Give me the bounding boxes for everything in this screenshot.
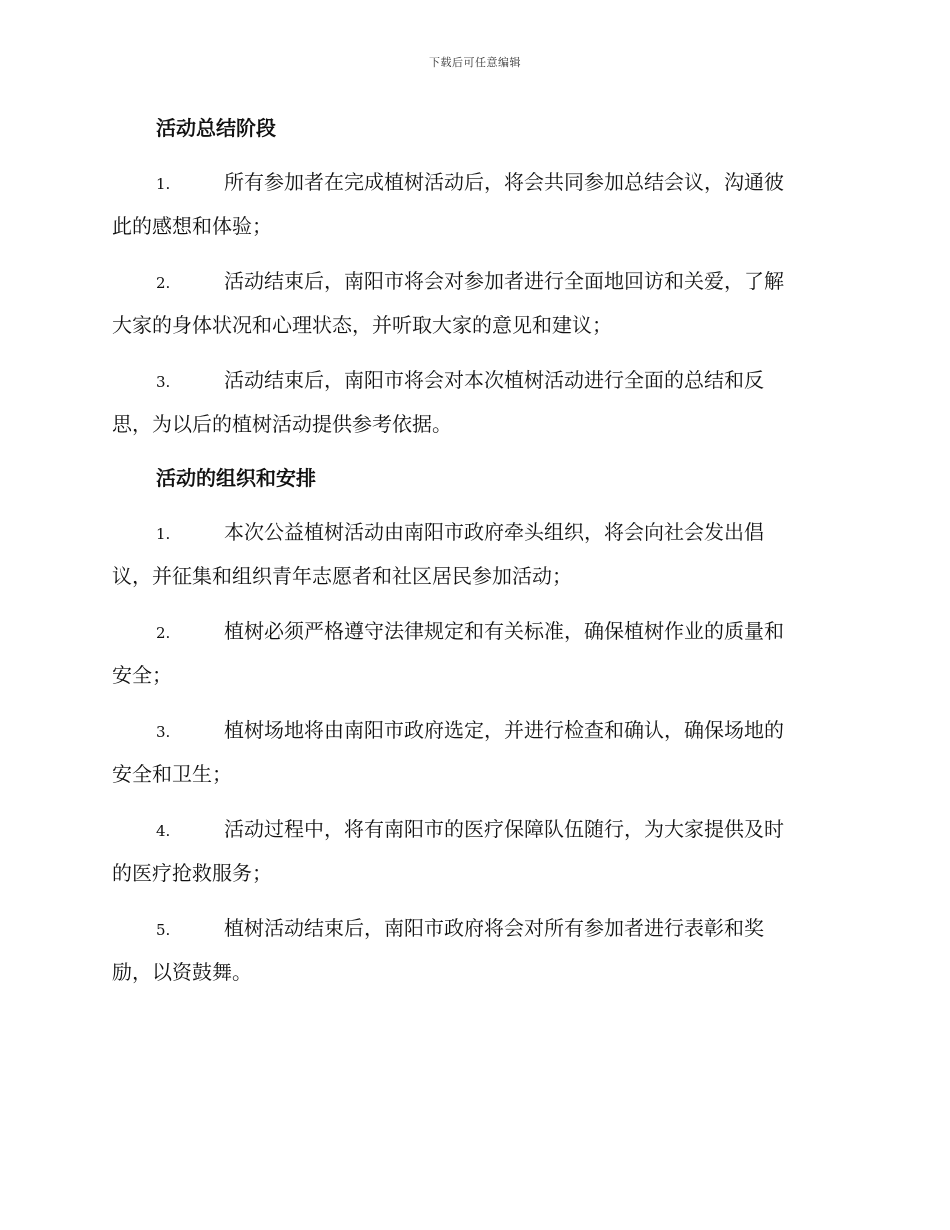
item-text: 植树活动结束后，南阳市政府将会对所有参加者进行表彰和奖 <box>224 916 764 940</box>
section-title-summary: 活动总结阶段 <box>156 116 276 140</box>
item-number: 5. <box>156 921 171 939</box>
list-item <box>112 511 834 597</box>
item-number: 3. <box>156 373 171 391</box>
list-item <box>112 907 834 993</box>
page-header: 下载后可任意编辑 <box>429 56 521 69</box>
list-item <box>112 808 834 894</box>
item-number: 2. <box>156 624 171 642</box>
item-number: 3. <box>156 723 171 741</box>
item-text: 活动过程中，将有南阳市的医疗保障队伍随行，为大家提供及时 <box>224 817 784 841</box>
item-text-continued: 大家的身体状况和心理状态，并听取大家的意见和建议； <box>112 313 612 337</box>
item-text-continued: 励，以资鼓舞。 <box>112 960 252 984</box>
list-item <box>112 161 834 247</box>
item-text-continued: 安全； <box>112 663 172 687</box>
item-number: 1. <box>156 175 171 193</box>
document-body <box>112 108 834 993</box>
item-text: 活动结束后，南阳市将会对参加者进行全面地回访和关爱，了解 <box>224 269 784 293</box>
item-text-continued: 议，并征集和组织青年志愿者和社区居民参加活动； <box>112 564 572 588</box>
item-text: 活动结束后，南阳市将会对本次植树活动进行全面的总结和反 <box>224 368 764 392</box>
item-text-continued: 安全和卫生； <box>112 762 232 786</box>
item-number: 2. <box>156 274 171 292</box>
item-number: 4. <box>156 822 171 840</box>
section-title-organization: 活动的组织和安排 <box>156 466 316 490</box>
list-item <box>112 359 834 445</box>
item-text: 所有参加者在完成植树活动后，将会共同参加总结会议，沟通彼 <box>224 170 784 194</box>
item-number: 1. <box>156 525 171 543</box>
item-text: 植树场地将由南阳市政府选定，并进行检查和确认，确保场地的 <box>224 718 784 742</box>
item-text: 本次公益植树活动由南阳市政府牵头组织，将会向社会发出倡 <box>224 520 764 544</box>
item-text-continued: 思，为以后的植树活动提供参考依据。 <box>112 412 452 436</box>
list-item <box>112 709 834 795</box>
item-text-continued: 的医疗抢救服务； <box>112 861 272 885</box>
list-item <box>112 610 834 696</box>
list-item <box>112 260 834 346</box>
item-text-continued: 此的感想和体验； <box>112 214 272 238</box>
item-text: 植树必须严格遵守法律规定和有关标准，确保植树作业的质量和 <box>224 619 784 643</box>
